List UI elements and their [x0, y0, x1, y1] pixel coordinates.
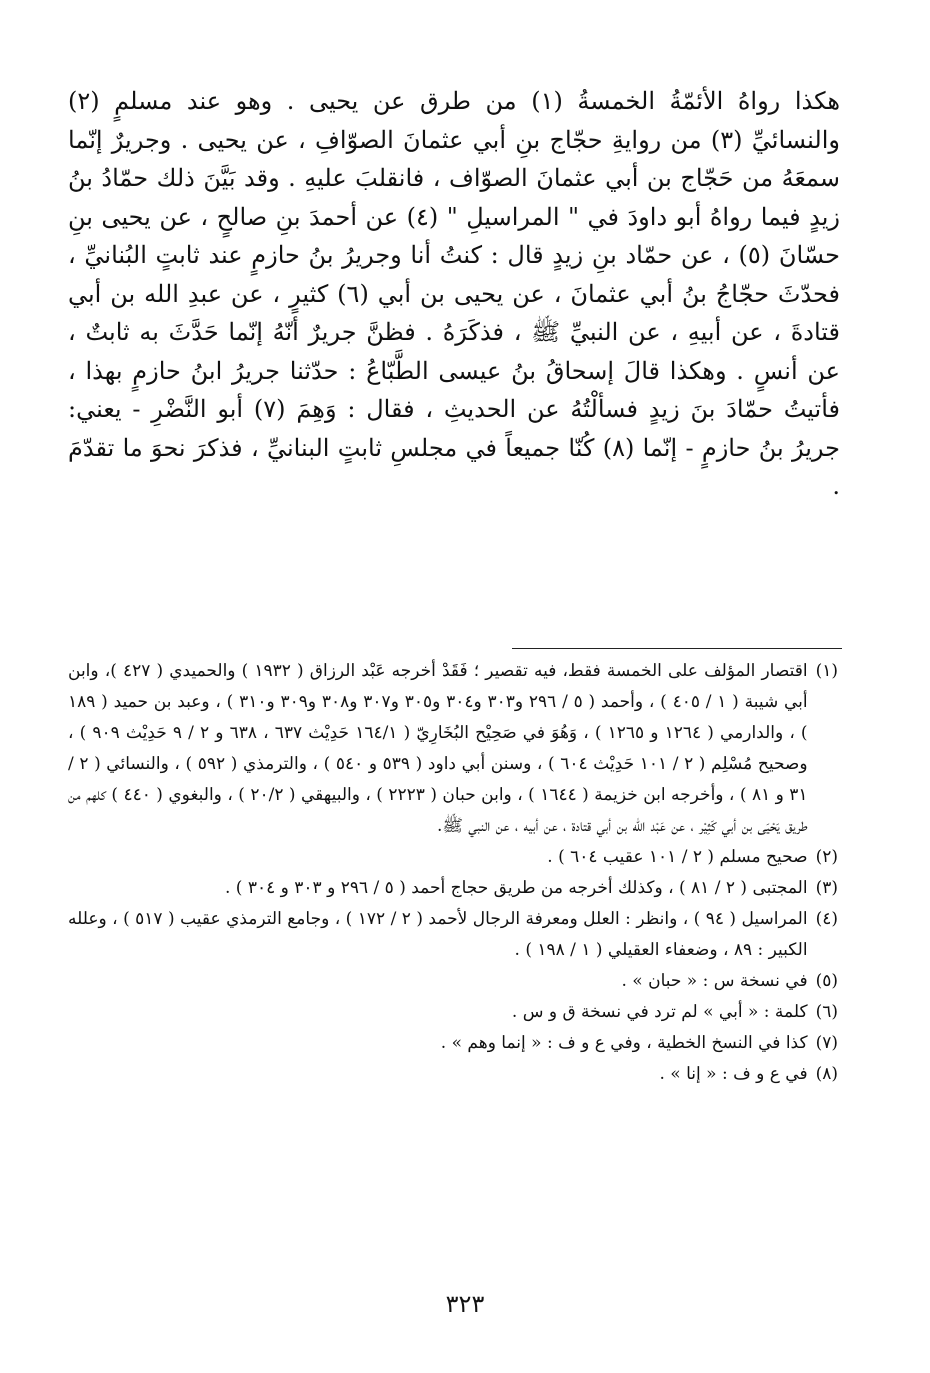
footnote [68, 966, 838, 997]
footnote-number: (٣) [815, 878, 838, 898]
footnote [68, 873, 838, 904]
footnote-number: (٢) [815, 847, 838, 867]
footnote-text: كذا في النسخ الخطية ، وفي ع و ف : « إنما وهم » . [440, 1033, 808, 1053]
footnote-text: كلمة : « أبي » لم ترد في نسخة ق و س . [511, 1002, 808, 1022]
footnote-separator [512, 648, 842, 649]
footnote [68, 1028, 838, 1059]
footnote [68, 656, 838, 842]
footnote-text: المجتبى ( ٢ / ٨١ ) ، وكذلك أخرجه من طريق حجاج أحمد ( ٥ / ٢٩٦ و ٣٠٣ و ٣٠٤ ) . [224, 878, 808, 898]
footnote-text: في ع و ف : « إنا » . [659, 1064, 808, 1084]
footnote-number: (٥) [815, 971, 838, 991]
footnote [68, 842, 838, 873]
footnotes [68, 656, 838, 1090]
footnote [68, 1059, 838, 1090]
main-text [68, 82, 840, 506]
footnote [68, 997, 838, 1028]
footnote-number: (٦) [815, 1002, 838, 1022]
footnote-number: (٨) [815, 1064, 838, 1084]
footnote-number: (٤) [815, 909, 838, 929]
footnote-text: اقتصار المؤلف على الخمسة فقط، فيه تقصير ؛ فَقَدْ أخرجه عَبْد الرزاق ( ١٩٣٢ ) والحميدي ( ٤٢٧ )، وابن أبي شيبة ( ١ / ٤٠٥ ) ، وأحمد ( ٥ / ٢٩٦ و٣٠٣ و٣٠٤ و٣٠٥ و٣٠٧ و٣٠٨ و٣٠٩ و٣١٠ ) ، وعبد بن حميد ( ١٨٩ ) ، والدارمي ( ١٢٦٤ و ١٢٦٥ ) ، وَهُوَ في صَحِيْح البُخَارِيّ ( ١٦٤/١ حَدِيْث ٦٣٧ ، ٦٣٨ و ٢ / ٩ حَدِيْث ٩٠٩ ) ، وصحيح مُسْلِم ( ٢ / ١٠١ حَدِيْث ٦٠٤ ) ، وسنن أبي داود ( ٥٣٩ و ٥٤٠ ) ، والترمذي ( ٥٩٢ ) ، والنسائي ( ٢ / ٣١ و ٨١ ) ، وأخرجه ابن خزيمة ( ١٦٤٤ ) ، وابن حبان ( ٢٢٢٣ ) ، والبيهقي ( ٢٠/٢ ) ، والبغوي ( ٤٤٠ ) كلهم من طريق يَحْيَى بن أبي كَثِيْر ، عن عَبْد الله بن أبي قتادة ، عن أبيه ، عن النبي ﷺ. [68, 661, 808, 836]
footnote [68, 904, 838, 966]
footnote-text: صحيح مسلم ( ٢ / ١٠١ عقيب ٦٠٤ ) . [547, 847, 808, 867]
footnote-number: (٧) [815, 1033, 838, 1053]
footnote-text: المراسيل ( ٩٤ ) ، وانظر : العلل ومعرفة الرجال لأحمد ( ٢ / ١٧٢ ) ، وجامع الترمذي عقيب ( ٥١٧ ) ، وعلله الكبير : ٨٩ ، وضعفاء العقيلي ( ١ / ١٩٨ ) . [68, 909, 808, 960]
footnote-number: (١) [815, 661, 838, 681]
footnote-text: في نسخة س : « حبان » . [621, 971, 808, 991]
page-number: ٣٢٣ [445, 1290, 485, 1318]
main-paragraph: هكذا رواهُ الأئمّةُ الخمسةُ (١) من طرق عن يحيى . وهو عند مسلمٍ (٢) والنسائيِّ (٣) من روايةِ حجّاج بنِ أبي عثمانَ الصوّافِ ، عن يحيى . وجريرٌ إنّما سمعَهُ من حَجّاج بن أبي عثمانَ الصوّاف ، فانقلبَ عليهِ . وقد بَيَّنَ ذلك حمّادُ بنُ زيدٍ فيما رواهُ أبو داودَ في " المراسيلِ " (٤) عن أحمدَ بنِ صالحٍ ، عن يحيى بنِ حسّانَ (٥) ، عن حمّاد بنِ زيدٍ قال : كنتُ أنا وجريرُ بنُ حازمٍ عند ثابتٍ البُنانيِّ ، فحدّثَ حجّاجُ بنُ أبي عثمانَ ، عن يحيى بن أبي (٦) كثيرٍ ، عن عبدِ الله بن أبي قتادةَ ، عن أبيهِ ، عن النبيِّ ﷺ ، فذكَرَهُ . فظنَّ جريرٌ أنّهُ إنّما حَدَّثَ به ثابتٌ ، عن أنسٍ . وهكذا قالَ إسحاقُ بنُ عيسى الطَّبّاعُ : حدّثنا جريرُ ابنُ حازمٍ بهذا ، فأتيتُ حمّادَ بنَ زيدٍ فسألْتُهُ عن الحديثِ ، فقال : وَهِمَ (٧) أبو النَّضْرِ - يعني: جريرُ بنُ حازمٍ - إنّما (٨) كُنّا جميعاً في مجلسِ ثابتٍ البنانيِّ ، فذكرَ نحوَ ما تقدّمَ . [68, 87, 841, 500]
